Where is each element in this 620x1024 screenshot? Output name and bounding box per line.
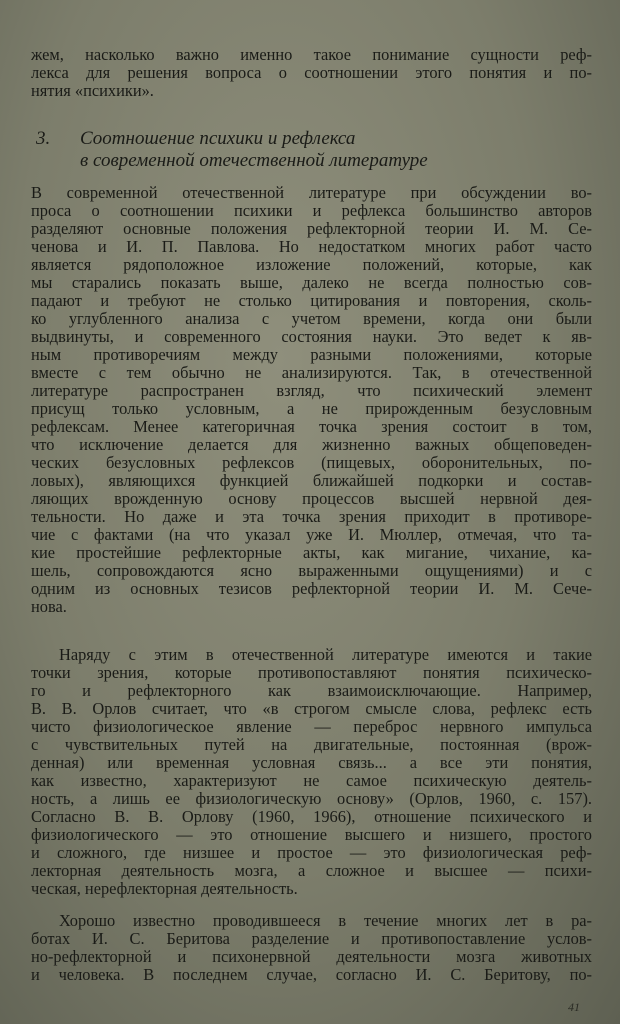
text-line: физиологического — это отношение высшего и низшего, простого (31, 826, 592, 844)
text-line: ляющих врожденную основу процессов высшей нервной дея- (31, 490, 592, 508)
text-line: Наряду с этим в отечественной литературе имеются и такие (59, 646, 592, 664)
paragraph-3 (31, 912, 592, 984)
text-line: жем, насколько важно именно такое понимание сущности реф- (31, 46, 592, 64)
text-line: денная) или временная условная связь... а все эти понятия, (31, 754, 592, 772)
text-line: Согласно В. В. Орлову (1960, 1966), отношение психического и (31, 808, 592, 826)
text-line: ческая, нерефлекторная деятельность. (31, 880, 298, 898)
text-line: чие с фактами (на что указал уже И. Мюллер, отмечая, что та- (31, 526, 592, 544)
text-line: рефлексам. Менее категоричная точка зрения состоит в том, (31, 418, 592, 436)
text-line: лекса для решения вопроса о соотношении этого понятия и по- (31, 64, 592, 82)
text-line: вместе с тем обычно не анализируются. Так, в отечественной (31, 364, 592, 382)
paragraph-1 (31, 184, 592, 616)
text-line: ным противоречиям между разными положениями, которые (31, 346, 592, 364)
text-line: что исключение делается для жизненно важных общеповеден- (31, 436, 592, 454)
text-line: нятия «психики». (31, 82, 154, 100)
page-number: 41 (568, 1000, 580, 1014)
text-line: проса о соотношении психики и рефлекса большинство авторов (31, 202, 592, 220)
text-line: ко углубленного анализа с учетом времени, когда они были (31, 310, 592, 328)
text-line: разделяют основные положения рефлекторной теории И. М. Се- (31, 220, 592, 238)
text-line: го и рефлекторного как взаимоисключающие. Например, (31, 682, 592, 700)
text-line: литературе распространен взгляд, что психический элемент (31, 382, 592, 400)
text-line: кие простейшие рефлекторные акты, как мигание, чихание, ка- (31, 544, 592, 562)
text-line: ченова и И. П. Павлова. Но недостатком многих работ часто (31, 238, 592, 256)
text-line: и человека. В последнем случае, согласно И. С. Беритову, по- (31, 966, 592, 984)
text-line: нова. (31, 598, 67, 616)
text-line: мы старались показать выше, далеко не всегда полностью сов- (31, 274, 592, 292)
top-paragraph (31, 46, 592, 100)
text-line: ботах И. С. Беритова разделение и противопоставление услов- (31, 930, 592, 948)
text-line: с чувствительных путей на двигательные, постоянная (врож- (31, 736, 592, 754)
section-number: 3. (36, 128, 51, 149)
section-heading (36, 128, 556, 172)
text-line: ность, а лишь ее физиологическую основу» (Орлов, 1960, с. 157). (31, 790, 592, 808)
text-line: но-рефлекторной и психонервной деятельности мозга животных (31, 948, 592, 966)
text-line: тельности. Но даже и эта точка зрения приходит в противоре- (31, 508, 592, 526)
text-line: чисто физиологическое явление — переброс нервного импульса (31, 718, 592, 736)
section-title-line2: в современной отечественной литературе (80, 150, 428, 171)
text-line: и сложного, где низшее и простое — это физиологическая реф- (31, 844, 592, 862)
text-line: В современной отечественной литературе при обсуждении во- (31, 184, 592, 202)
paragraph-2 (31, 646, 592, 898)
text-line: ловых), являющихся функцией ближайшей подкорки и состав- (31, 472, 592, 490)
text-line: ческих безусловных рефлексов (пищевых, оборонительных, по- (31, 454, 592, 472)
text-line: лекторная деятельность мозга, а сложное и высшее — психи- (31, 862, 592, 880)
text-line: падают и требуют не столько цитирования и повторения, сколь- (31, 292, 592, 310)
section-title-line1: Соотношение психики и рефлекса (80, 128, 356, 149)
text-line: как известно, характеризуют не самое психическую деятель- (31, 772, 592, 790)
text-line: шель, сопровождаются ясно выраженными ощущениями) и с (31, 562, 592, 580)
text-line: является рядоположное изложение положений, которые, как (31, 256, 592, 274)
text-line: Хорошо известно проводившееся в течение многих лет в ра- (59, 912, 592, 930)
text-line: точки зрения, которые противопоставляют понятия психическо- (31, 664, 592, 682)
text-line: выдвинуты, и современного состояния науки. Это ведет к яв- (31, 328, 592, 346)
text-line: присущ только условным, а не прирожденным безусловным (31, 400, 592, 418)
text-line: В. В. Орлов считает, что «в строгом смысле слова, рефлекс есть (31, 700, 592, 718)
text-line: одним из основных тезисов рефлекторной теории И. М. Сече- (31, 580, 592, 598)
